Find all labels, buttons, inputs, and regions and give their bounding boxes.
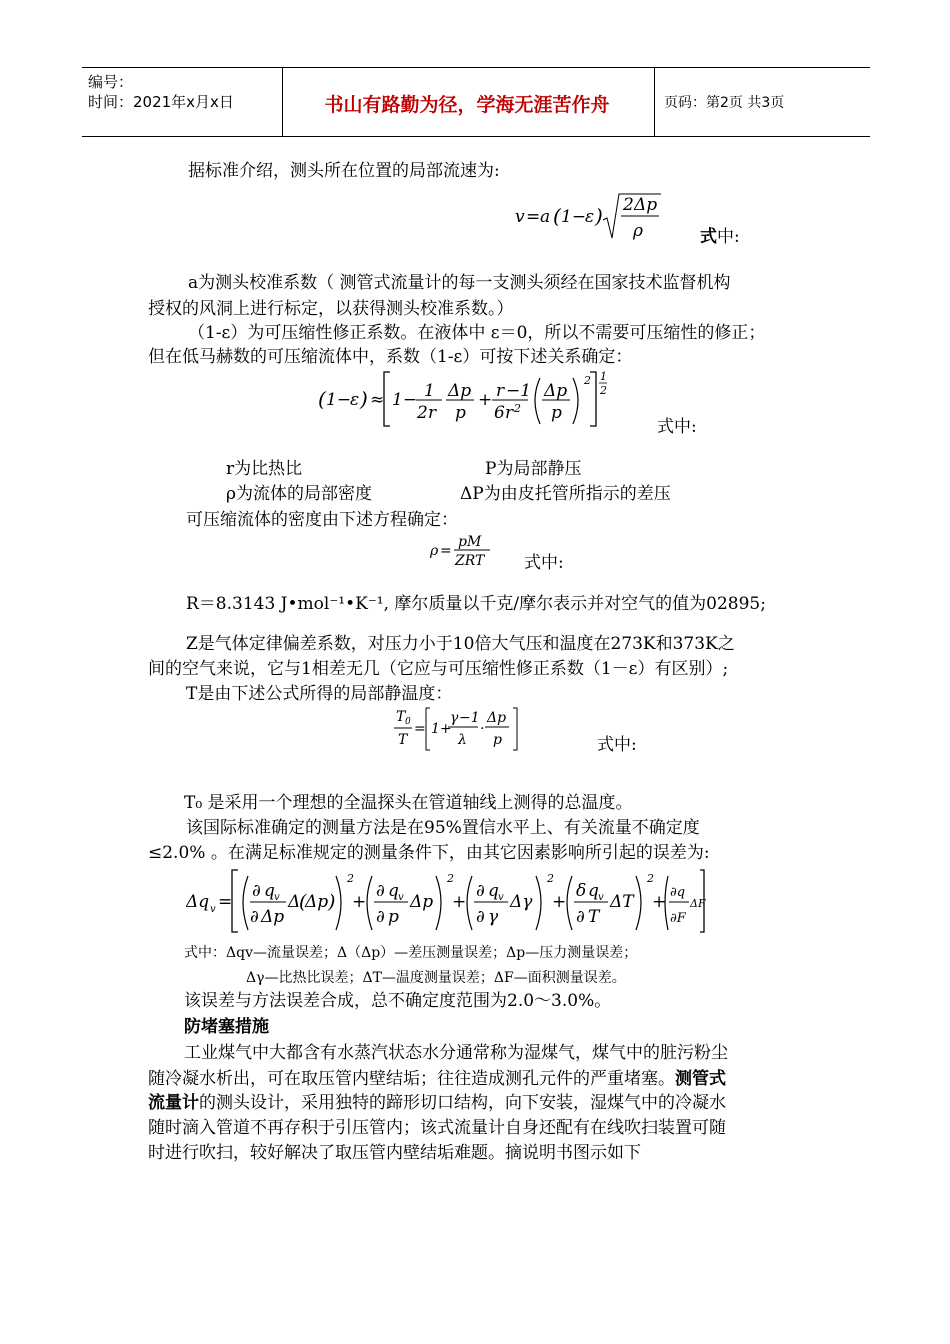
doc-date-label: 时间：2021年x月x日 [88, 93, 234, 111]
definition: ΔP为由皮托管所指示的差压 [460, 484, 671, 504]
svg-text:∂: ∂ [576, 907, 585, 927]
svg-text:a: a [540, 207, 551, 227]
paragraph: 该误差与方法误差合成，总不确定度范围为2.0～3.0%。 [184, 991, 612, 1011]
svg-text:=: = [414, 721, 426, 737]
svg-text:ρ: ρ [430, 543, 439, 559]
svg-text:∂: ∂ [476, 907, 485, 927]
paragraph: 据标准介绍，测头所在位置的局部流速为: [188, 161, 500, 181]
doc-number-label: 编号： [88, 73, 134, 91]
paragraph: T是由下述公式所得的局部静温度： [186, 684, 453, 704]
svg-text:2: 2 [514, 402, 521, 415]
svg-text:−1: −1 [506, 381, 532, 401]
svg-text:2: 2 [647, 872, 654, 885]
where-label: 式中: [524, 553, 564, 573]
svg-text:+: + [478, 390, 493, 410]
svg-text:1−: 1− [392, 390, 418, 410]
bold-term: 流量计 [148, 1093, 199, 1113]
paragraph-text: 随冷凝水析出，可在取压管内壁结垢；往往造成测孔元件的严重堵塞。 [148, 1069, 675, 1089]
header-motto: 书山有路勤为径，学海无涯苦作舟 [324, 94, 610, 116]
svg-text:v: v [515, 207, 525, 227]
compressibility-formula [318, 368, 608, 437]
error-formula-graphic [186, 864, 706, 938]
svg-text:(: ( [299, 891, 307, 913]
svg-text:1+: 1+ [431, 721, 452, 737]
svg-text:r: r [505, 403, 514, 423]
paragraph: （1-ε）为可压缩性修正系数。在液体中 ε＝0，所以不需要可压缩性的修正； [188, 323, 766, 343]
svg-text:T: T [398, 732, 408, 748]
svg-text:2: 2 [623, 195, 634, 215]
svg-text:2: 2 [547, 872, 554, 885]
svg-text:r: r [496, 381, 505, 401]
paragraph [148, 1092, 726, 1114]
bold-term: 测管式 [675, 1069, 726, 1089]
svg-text:Δγ: Δγ [510, 892, 533, 912]
svg-text:Δp: Δp [261, 907, 285, 927]
svg-text:λ: λ [458, 732, 467, 748]
svg-text:): ) [595, 204, 603, 228]
paragraph: a为测头校准系数（ 测管式流量计的每一支测头须经在国家技术监督机构 [188, 273, 731, 293]
svg-text:): ) [360, 387, 368, 411]
svg-text:=: = [218, 892, 233, 912]
paragraph: 随时滴入管道不再存积于引压管内；该式流量计自身还配有在线吹扫装置可随 [148, 1118, 726, 1138]
svg-text:∂F: ∂F [670, 911, 686, 926]
definition: r为比热比 [226, 459, 303, 479]
svg-text:0: 0 [405, 717, 411, 727]
paragraph: 可压缩流体的密度由下述方程确定： [186, 510, 458, 530]
header-left [88, 72, 234, 112]
paragraph: T₀ 是采用一个理想的全温探头在管道轴线上测得的总温度。 [184, 793, 633, 813]
svg-text:γ: γ [488, 907, 499, 927]
svg-text:r: r [428, 403, 437, 423]
svg-text:ΔT: ΔT [610, 892, 634, 912]
svg-text:ε: ε [350, 390, 360, 410]
svg-text:v: v [274, 892, 280, 903]
svg-text:ε: ε [585, 207, 595, 227]
svg-text:∂: ∂ [252, 881, 261, 901]
svg-text:(: ( [318, 387, 326, 411]
svg-text:q: q [488, 881, 499, 901]
svg-text:+: + [352, 892, 367, 912]
svg-text:p: p [551, 403, 562, 423]
section-heading: 防堵塞措施 [184, 1017, 269, 1037]
svg-text:Δp: Δp [634, 195, 658, 215]
svg-text:q: q [388, 881, 399, 901]
page-number: 页码：第2页 共3页 [664, 95, 785, 111]
svg-text:=: = [440, 543, 452, 559]
svg-text:γ: γ [450, 710, 459, 726]
svg-text:Δp: Δp [305, 892, 329, 912]
svg-text:1: 1 [424, 381, 435, 401]
svg-text:p: p [493, 732, 502, 748]
svg-text:v: v [598, 892, 604, 903]
svg-text:pM: pM [458, 534, 482, 550]
header-divider [654, 68, 655, 136]
paragraph: R＝8.3143 J•mol⁻¹•K⁻¹, 摩尔质量以千克/摩尔表示并对空气的值为02895; [186, 594, 766, 614]
paragraph: 间的空气来说，它与1相差无几（它应与可压缩性修正系数（1－ε）有区别）; [148, 659, 729, 679]
svg-text:Δp: Δp [410, 892, 434, 912]
svg-text:T: T [588, 907, 600, 927]
definition: ρ为流体的局部密度 [226, 484, 372, 504]
paragraph: Z是气体定律偏差系数，对压力小于10倍大气压和温度在273K和373K之 [186, 634, 735, 654]
svg-text:+: + [552, 892, 567, 912]
svg-text:1: 1 [600, 370, 607, 383]
svg-text:p: p [388, 907, 399, 927]
paragraph: ≤2.0% 。在满足标准规定的测量条件下，由其它因素影响所引起的误差为: [148, 843, 710, 863]
svg-text:6: 6 [494, 403, 505, 423]
svg-text:v: v [398, 892, 404, 903]
paragraph: 时进行吹扫，较好解决了取压管内壁结垢难题。摘说明书图示如下 [148, 1143, 641, 1163]
velocity-formula-graphic [515, 192, 665, 244]
svg-text:+: + [452, 892, 467, 912]
paragraph-text: 的测头设计，采用独特的蹄形切口结构，向下安装，湿煤气中的冷凝水 [199, 1093, 726, 1113]
svg-text:p: p [455, 403, 466, 423]
svg-text:ZRT: ZRT [455, 553, 485, 569]
page-header [82, 67, 870, 137]
where-label: 式中: [657, 417, 697, 437]
svg-text:(: ( [553, 204, 561, 228]
svg-text:∂: ∂ [376, 881, 385, 901]
temperature-formula [394, 704, 524, 759]
svg-text:∂: ∂ [476, 881, 485, 901]
paragraph: 该国际标准确定的测量方法是在95%置信水平上、有关流量不确定度 [186, 818, 700, 838]
paragraph [148, 1068, 726, 1090]
density-formula-graphic [430, 530, 500, 572]
svg-text:q: q [588, 881, 599, 901]
svg-text:): ) [328, 891, 336, 913]
svg-text:ρ: ρ [633, 221, 643, 241]
svg-text:q: q [264, 881, 275, 901]
svg-text:∂: ∂ [250, 907, 259, 927]
paragraph: 授权的风洞上进行标定，以获得测头校准系数。） [148, 299, 514, 319]
svg-text:−1: −1 [459, 710, 480, 726]
svg-text:Δ: Δ [288, 892, 301, 912]
svg-text:·: · [480, 721, 485, 737]
svg-text:∂q: ∂q [670, 885, 686, 900]
where-label: 式中: [700, 227, 740, 247]
svg-text:δ: δ [576, 881, 587, 901]
temperature-formula-graphic [394, 704, 524, 754]
svg-text:ΔF: ΔF [690, 897, 706, 910]
svg-text:Δp: Δp [448, 381, 472, 401]
svg-text:∂: ∂ [376, 907, 385, 927]
where-label: 式中: [597, 735, 637, 755]
paragraph: 式中：Δqv—流量误差；Δ（Δp）—差压测量误差；Δp—压力测量误差； [184, 945, 638, 961]
svg-text:Δp: Δp [487, 710, 507, 726]
svg-text:2: 2 [417, 403, 428, 423]
svg-text:1−: 1− [561, 207, 587, 227]
svg-text:v: v [498, 892, 504, 903]
svg-text:T: T [396, 709, 406, 725]
svg-text:v: v [210, 904, 216, 915]
paragraph: Δγ—比热比误差；ΔT—温度测量误差；ΔF—面积测量误差。 [246, 970, 626, 986]
paragraph: 但在低马赫数的可压缩流体中，系数（1-ε）可按下述关系确定： [148, 347, 633, 367]
paragraph: 工业煤气中大都含有水蒸汽状态水分通常称为湿煤气，煤气中的脏污粉尘 [184, 1043, 728, 1063]
svg-text:2: 2 [347, 872, 354, 885]
svg-text:=: = [526, 207, 541, 227]
svg-text:2: 2 [447, 872, 454, 885]
svg-text:+: + [652, 892, 667, 912]
definition: P为局部静压 [485, 459, 582, 479]
svg-text:1−: 1− [326, 390, 352, 410]
svg-text:2: 2 [584, 374, 591, 387]
error-formula [186, 864, 706, 943]
compressibility-formula-graphic [318, 368, 608, 432]
svg-text:Δq: Δq [186, 892, 210, 912]
velocity-formula [515, 192, 665, 249]
svg-text:Δp: Δp [544, 381, 568, 401]
density-formula [430, 530, 500, 577]
svg-text:2: 2 [600, 384, 607, 397]
svg-text:≈: ≈ [370, 390, 385, 410]
